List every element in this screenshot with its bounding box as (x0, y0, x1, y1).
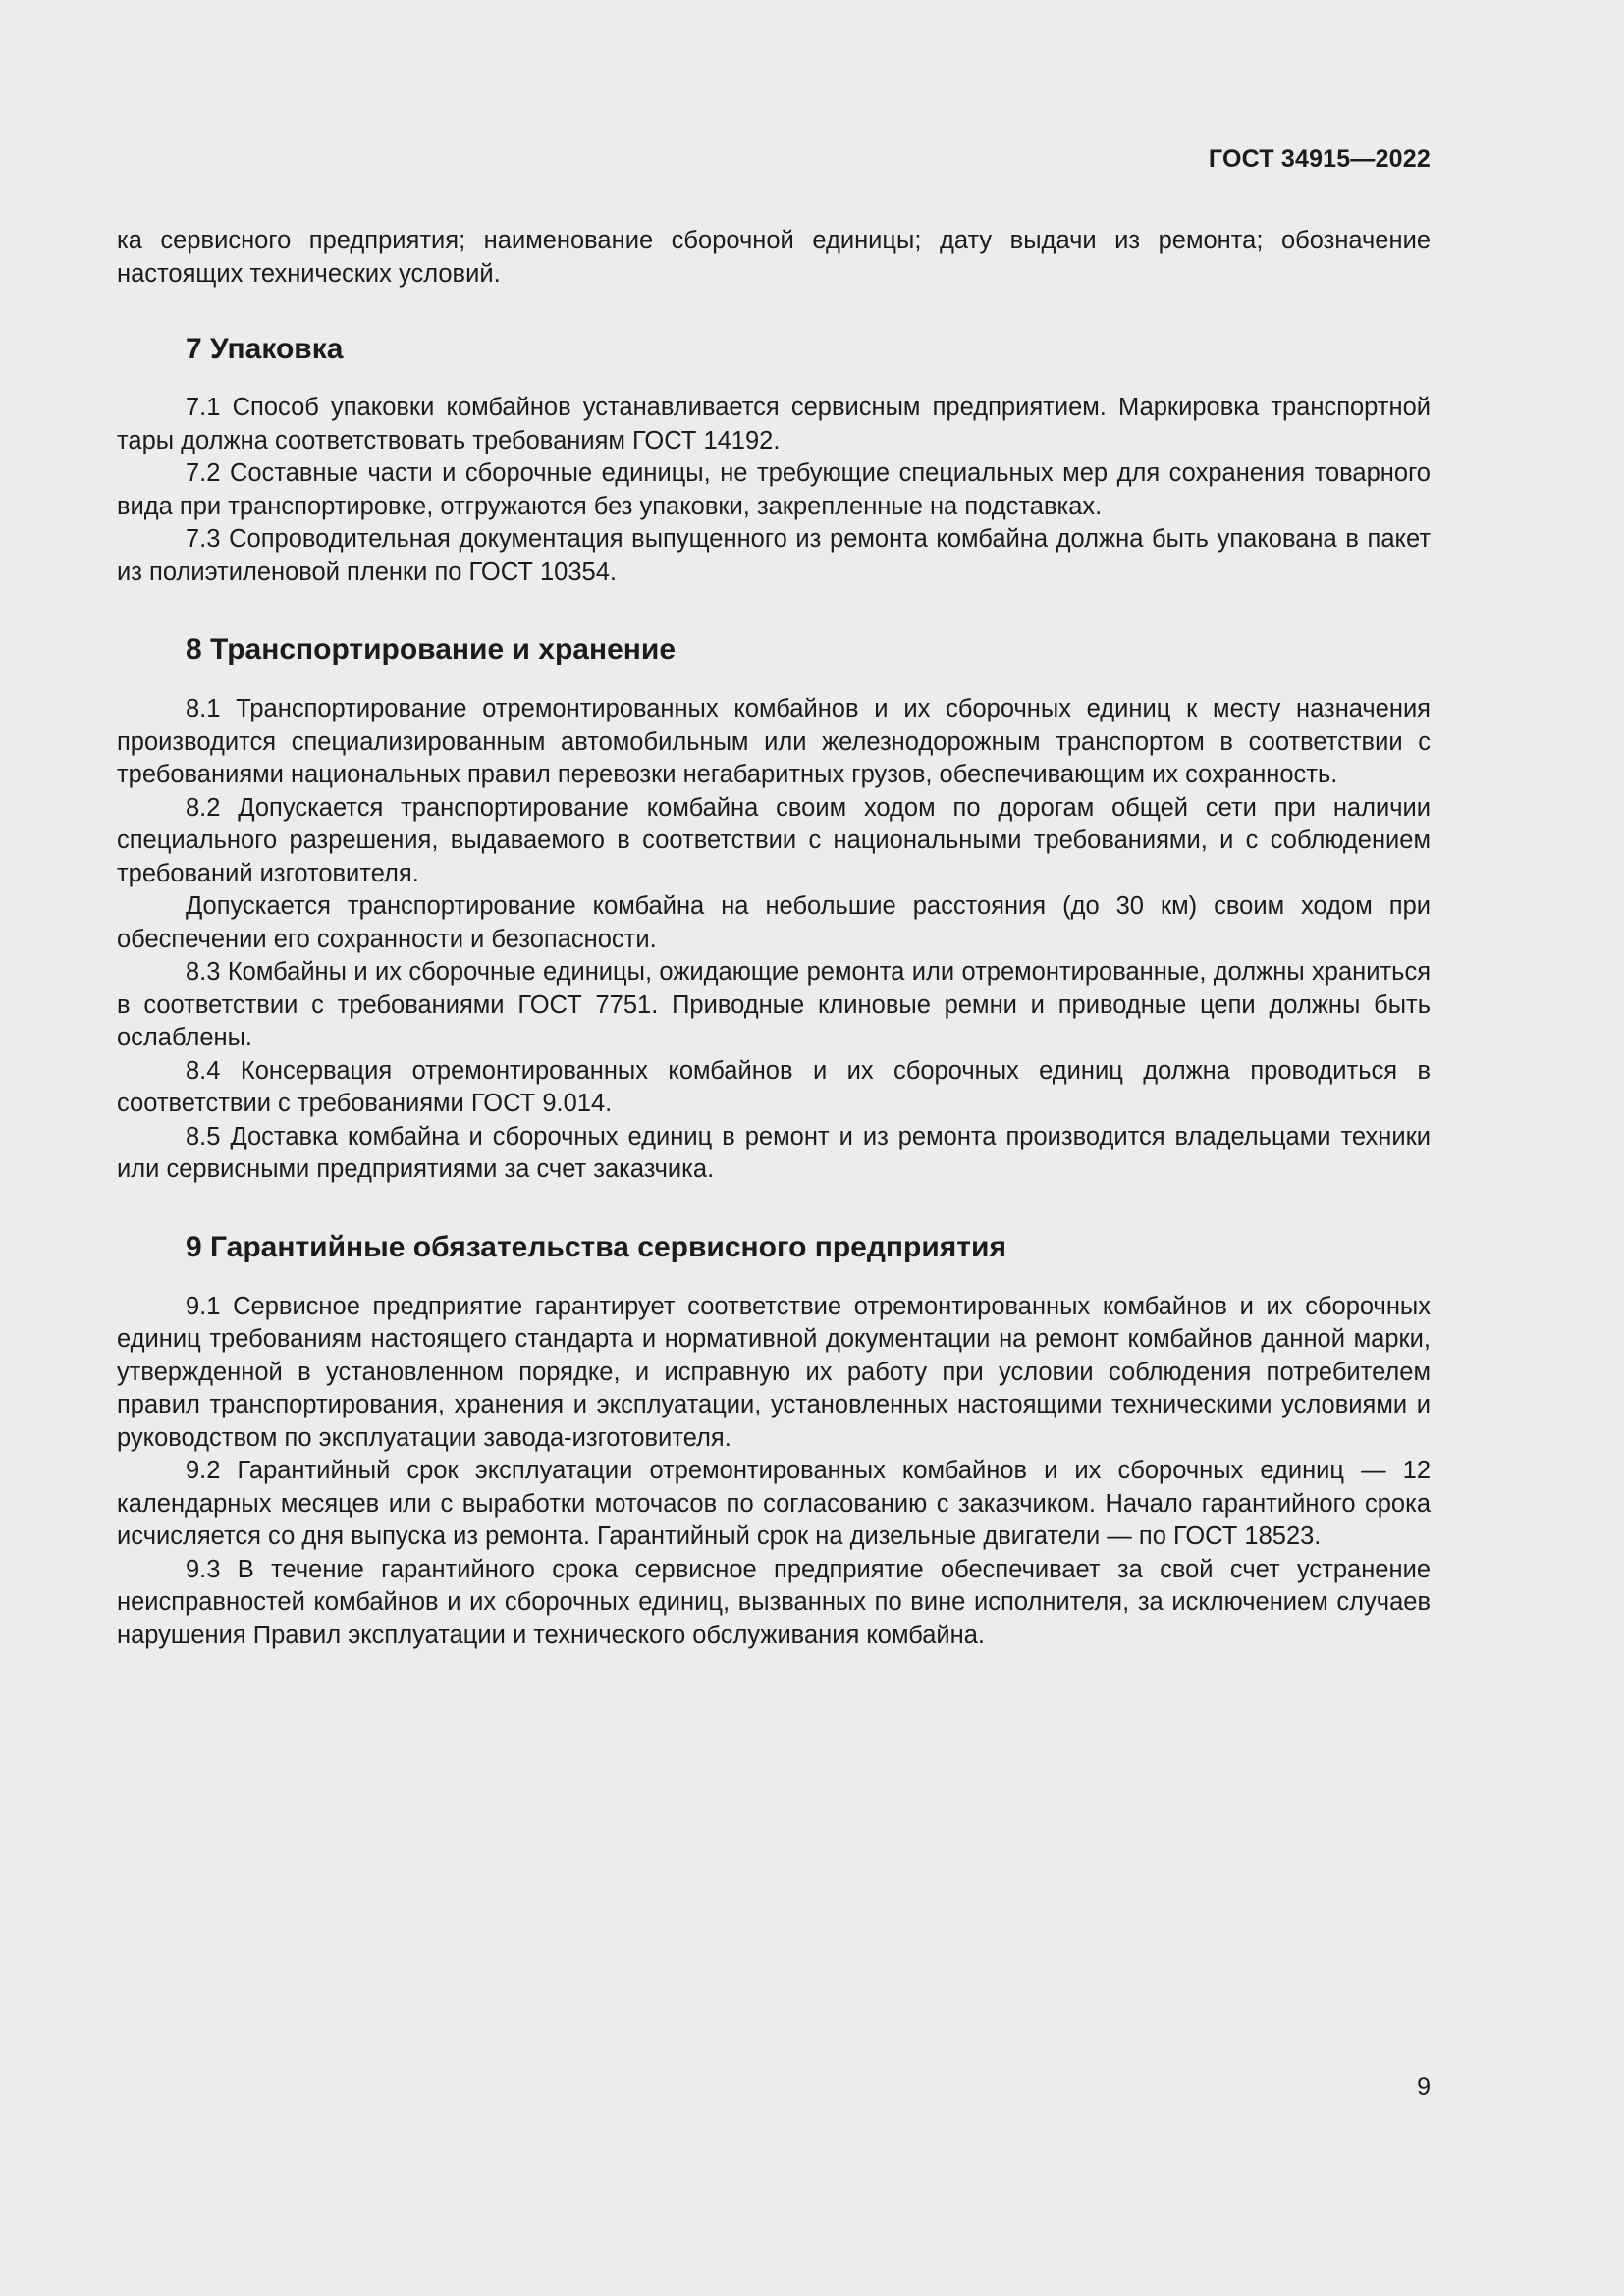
document-header: ГОСТ 34915—2022 (1208, 145, 1431, 173)
paragraph-7-1: 7.1 Способ упаковки комбайнов устанавливается сервисным предприятием. Маркировка транспортной тары должна соответствовать требованиям ГОСТ 14192. (117, 394, 1431, 454)
paragraph-8-2-note: Допускается транспортирование комбайна на небольшие расстояния (до 30 км) своим ходом при обеспечении его сохранности и безопасности. (117, 892, 1431, 953)
paragraph-8-5: 8.5 Доставка комбайна и сборочных единиц в ремонт и из ремонта производится владельцами техники или сервисными предприятиями за счет заказчика. (117, 1122, 1431, 1183)
paragraph-9-2: 9.2 Гарантийный срок эксплуатации отремонтированных комбайнов и их сборочных единиц — 12 календарных месяцев или с выработки моточасов по согласованию с заказчиком. Начало гарантийного срока исчисляется со дня выпуска из ремонта. Гарантийный срок на дизельные двигатели — по ГОСТ 18523. (117, 1457, 1431, 1550)
document-body (117, 225, 1431, 1652)
paragraph-8-4: 8.4 Консервация отремонтированных комбайнов и их сборочных единиц должна проводиться в соответствии с требованиями ГОСТ 9.014. (117, 1056, 1431, 1117)
section-9-heading: 9 Гарантийные обязательства сервисного предприятия (186, 1230, 1006, 1263)
paragraph-7-2: 7.2 Составные части и сборочные единицы, не требующие специальных мер для сохранения товарного вида при транспортировке, отгружаются без упаковки, закрепленные на подставках. (117, 459, 1431, 520)
paragraph-8-3: 8.3 Комбайны и их сборочные единицы, ожидающие ремонта или отремонтированные, должны храниться в соответствии с требованиями ГОСТ 7751. Приводные клиновые ремни и приводные цепи должны быть ослаблены. (117, 958, 1431, 1051)
section-7-heading: 7 Упаковка (186, 333, 344, 365)
paragraph-8-1: 8.1 Транспортирование отремонтированных комбайнов и их сборочных единиц к месту назначения производится специализированным автомобильным или железнодорожным транспортом в соответствии с требованиями национальных правил перевозки негабаритных грузов, обеспечивающим их сохранность. (117, 695, 1431, 788)
section-8-heading: 8 Транспортирование и хранение (186, 633, 677, 666)
paragraph-8-2: 8.2 Допускается транспортирование комбайна своим ходом по дорогам общей сети при наличии специального разрешения, выдаваемого в соответствии с национальными требованиями, и с соблюдением требований изготовителя. (117, 793, 1431, 887)
paragraph-9-1: 9.1 Сервисное предприятие гарантирует соответствие отремонтированных комбайнов и их сборочных единиц требованиям настоящего стандарта и нормативной документации на ремонт комбайнов данной марки, утвержденной в установленном порядке, и исправную их работу при условии соблюдения потребителем правил транспортирования, хранения и эксплуатации, установленных настоящими техническими условиями и руководством по эксплуатации завода-изготовителя. (117, 1292, 1431, 1452)
paragraph-9-3: 9.3 В течение гарантийного срока сервисное предприятие обеспечивает за свой счет устранение неисправностей комбайнов и их сборочных единиц, вызванных по вине исполнителя, за исключением случаев нарушения Правил эксплуатации и технического обслуживания комбайна. (117, 1555, 1431, 1649)
intro-paragraph: ка сервисного предприятия; наименование сборочной единицы; дату выдачи из ремонта; обозначение настоящих технических условий. (117, 227, 1431, 288)
page-number: 9 (1417, 2073, 1431, 2101)
paragraph-7-3: 7.3 Сопроводительная документация выпущенного из ремонта комбайна должна быть упакована в пакет из полиэтиленовой пленки по ГОСТ 10354. (117, 525, 1431, 586)
